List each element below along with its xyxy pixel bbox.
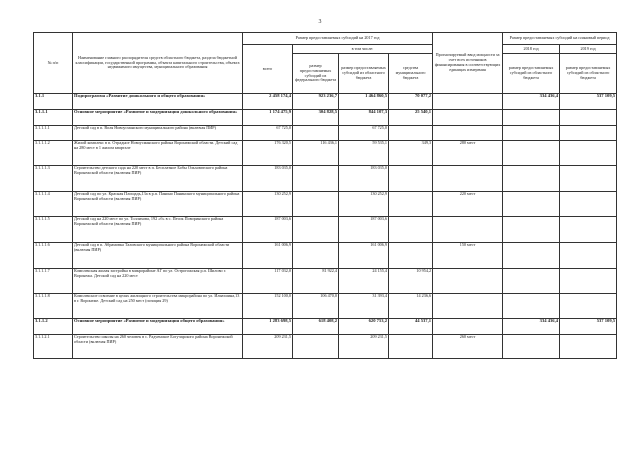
row-federal xyxy=(293,192,339,217)
table-row xyxy=(34,94,617,110)
row-total: 187 003,6 xyxy=(243,217,293,243)
row-number: 3.1.1.1 xyxy=(34,110,73,126)
table-row xyxy=(34,126,617,141)
row-total: 2 458 174,4 xyxy=(243,94,293,110)
row-2019: 537 109,5 xyxy=(560,94,617,110)
row-name: Основное мероприятие «Развитие и модернизация общего образования» xyxy=(73,319,243,335)
row-federal xyxy=(293,126,339,141)
row-number: 3.1.1.1.6 xyxy=(34,243,73,269)
row-name: Основное мероприятие «Развитие и модернизация дошкольного образования» xyxy=(73,110,243,126)
header-name: Наименование главного распорядителя средств областного бюджета, раздела бюджетной классификации, государственной программы, объекта капитального строительства, объекта недвижимого имущества, муниципального образования xyxy=(73,33,243,94)
row-total: 152 100,0 xyxy=(243,294,293,319)
row-regional: 187 003,6 xyxy=(339,217,389,243)
row-name: Детский сад на 220 мест по ул. Толлихова, 192 «б» в с. Песок Поворинского района Воронежской области (включая ПИР) xyxy=(73,217,243,243)
row-2018 xyxy=(503,243,560,269)
row-federal: 106 470,0 xyxy=(293,294,339,319)
row-2018 xyxy=(503,335,560,359)
table-row xyxy=(34,110,617,126)
row-municipal: 349,3 xyxy=(389,141,433,166)
row-number: 3.1.1.1.7 xyxy=(34,269,73,294)
row-capacity xyxy=(433,269,503,294)
row-2018 xyxy=(503,141,560,166)
header-2018: 2018 год xyxy=(503,45,560,54)
row-municipal: 14 236,6 xyxy=(389,294,433,319)
row-2018 xyxy=(503,294,560,319)
page-number: 3 xyxy=(318,19,322,25)
row-total: 183 035,0 xyxy=(243,166,293,192)
row-number: 3.1.1.1.5 xyxy=(34,217,73,243)
row-name: Детский сад в п. Абрамовка Таловского муниципального района Воронежской области (включая ПИР) xyxy=(73,243,243,269)
table-body xyxy=(34,94,617,359)
row-2018 xyxy=(503,126,560,141)
row-municipal xyxy=(389,166,433,192)
row-2019: 537 109,5 xyxy=(560,319,617,335)
row-capacity: 260 мест xyxy=(433,335,503,359)
header-capacity: Прогнозируемый ввод мощности за счет всех источников финансирования в соответствующих единицах измерения xyxy=(433,33,503,94)
row-federal: 81 922,4 xyxy=(293,269,339,294)
row-name: Комплексная жилая застройка в микрорайоне АГ по ул. Острогожская р.п. Шилово г. Воронежа. Детский сад на 220 мест xyxy=(73,269,243,294)
row-municipal xyxy=(389,192,433,217)
row-2019 xyxy=(560,243,617,269)
row-number: 3.1.1 xyxy=(34,94,73,110)
row-regional: 209 231,5 xyxy=(339,335,389,359)
row-2019 xyxy=(560,126,617,141)
table-row xyxy=(34,217,617,243)
row-total: 1 174 475,9 xyxy=(243,110,293,126)
row-2018 xyxy=(503,110,560,126)
header-municipal: средства муниципального бюджета xyxy=(389,54,433,94)
header-including: в том числе: xyxy=(293,45,433,54)
table-header xyxy=(34,33,617,94)
row-regional: 130 252,9 xyxy=(339,192,389,217)
row-federal: 304 828,5 xyxy=(293,110,339,126)
table-row xyxy=(34,243,617,269)
row-regional: 59 535,1 xyxy=(339,141,389,166)
row-regional: 161 006,9 xyxy=(339,243,389,269)
row-capacity xyxy=(433,166,503,192)
row-regional: 67 725,0 xyxy=(339,126,389,141)
row-capacity xyxy=(433,294,503,319)
row-total: 161 006,9 xyxy=(243,243,293,269)
row-total: 117 032,0 xyxy=(243,269,293,294)
row-2019 xyxy=(560,335,617,359)
row-total: 67 725,0 xyxy=(243,126,293,141)
row-regional: 183 035,0 xyxy=(339,166,389,192)
row-total: 209 231,5 xyxy=(243,335,293,359)
row-capacity xyxy=(433,217,503,243)
table-row xyxy=(34,166,617,192)
row-regional: 31 393,4 xyxy=(339,294,389,319)
table-row xyxy=(34,141,617,166)
header-num: № п/п xyxy=(34,33,73,94)
row-capacity xyxy=(433,319,503,335)
row-number: 3.1.1.1.4 xyxy=(34,192,73,217)
row-capacity xyxy=(433,126,503,141)
row-number: 3.1.1.1.2 xyxy=(34,141,73,166)
row-name: Подпрограмма «Развитие дошкольного и общего образования» xyxy=(73,94,243,110)
table-row xyxy=(34,335,617,359)
header-total: всего xyxy=(243,45,293,94)
row-capacity xyxy=(433,94,503,110)
row-total: 176 320,5 xyxy=(243,141,293,166)
row-number: 3.1.1.2 xyxy=(34,319,73,335)
row-2019 xyxy=(560,269,617,294)
row-2018: 334 436,4 xyxy=(503,94,560,110)
row-2019 xyxy=(560,192,617,217)
header-plan-period: Размер предоставляемых субсидий на плановый период xyxy=(503,33,617,45)
row-2018 xyxy=(503,217,560,243)
row-regional: 844 107,3 xyxy=(339,110,389,126)
subsidy-table xyxy=(33,32,617,359)
header-2018-sub: размер предоставляемых субсидий из областного бюджета xyxy=(503,54,560,94)
row-municipal: 25 540,1 xyxy=(389,110,433,126)
row-name: Детский сад по ул. Красная Площадь,13а в р.п. Панино Панинского муниципального района Воронежской области (включая ПИР) xyxy=(73,192,243,217)
row-name: Строительство школы на 260 человек в с. Радченское Богучарского района Воронежской области (включая ПИР) xyxy=(73,335,243,359)
row-total: 1 283 698,5 xyxy=(243,319,293,335)
header-regional: размер предоставляемых субсидий из областного бюджета xyxy=(339,54,389,94)
row-municipal xyxy=(389,243,433,269)
row-name: Строительство детского сада на 220 мест в п. Бесплатное Бобы Ольховатского района Воронежской области (включая ПИР) xyxy=(73,166,243,192)
row-municipal xyxy=(389,217,433,243)
row-2019 xyxy=(560,217,617,243)
row-federal xyxy=(293,243,339,269)
row-2018: 334 436,4 xyxy=(503,319,560,335)
table-row xyxy=(34,294,617,319)
row-capacity: 150 мест xyxy=(433,243,503,269)
table-row xyxy=(34,192,617,217)
header-2019: 2019 год xyxy=(560,45,617,54)
row-2019 xyxy=(560,166,617,192)
row-capacity: 220 мест xyxy=(433,192,503,217)
row-number: 3.1.1.1.1 xyxy=(34,126,73,141)
row-2019 xyxy=(560,294,617,319)
table-row xyxy=(34,319,617,335)
row-number: 3.1.1.1.8 xyxy=(34,294,73,319)
row-regional: 620 753,2 xyxy=(339,319,389,335)
row-federal xyxy=(293,217,339,243)
row-capacity: 280 мест xyxy=(433,141,503,166)
row-capacity xyxy=(433,110,503,126)
row-number: 3.1.1.2.1 xyxy=(34,335,73,359)
row-regional: 1 464 860,5 xyxy=(339,94,389,110)
table-row xyxy=(34,269,617,294)
row-regional: 24 155,4 xyxy=(339,269,389,294)
row-federal: 618 408,2 xyxy=(293,319,339,335)
row-municipal xyxy=(389,335,433,359)
row-number: 3.1.1.1.3 xyxy=(34,166,73,192)
row-federal xyxy=(293,335,339,359)
row-federal xyxy=(293,166,339,192)
header-2019-sub: размер предоставляемых субсидий из областного бюджета xyxy=(560,54,617,94)
row-municipal: 10 954,2 xyxy=(389,269,433,294)
header-federal: размер предоставляемых субсидий из федерального бюджета xyxy=(293,54,339,94)
row-2018 xyxy=(503,166,560,192)
row-2018 xyxy=(503,269,560,294)
row-federal: 923 236,7 xyxy=(293,94,339,110)
row-2018 xyxy=(503,192,560,217)
row-name: Жилой комплекс в п. Отрадное Новоусманского района Воронежской области. Детский сад на 280 мест в 1 жилом квартале xyxy=(73,141,243,166)
row-2019 xyxy=(560,110,617,126)
row-municipal: 70 077,2 xyxy=(389,94,433,110)
row-total: 130 252,9 xyxy=(243,192,293,217)
row-name: Комплексное освоение в целях жилищного строительства микрорайона по ул. Ильюшина,13 в г. Воронеже. Детский сад на 250 мест (позиция 29) xyxy=(73,294,243,319)
row-2019 xyxy=(560,141,617,166)
row-municipal xyxy=(389,126,433,141)
row-name: Детский сад в п. Воля Новоусманского муниципального района (включая ПИР) xyxy=(73,126,243,141)
row-federal: 116 436,1 xyxy=(293,141,339,166)
header-subsidy-2017: Размер предоставляемых субсидий на 2017 год xyxy=(243,33,433,45)
row-municipal: 44 537,1 xyxy=(389,319,433,335)
